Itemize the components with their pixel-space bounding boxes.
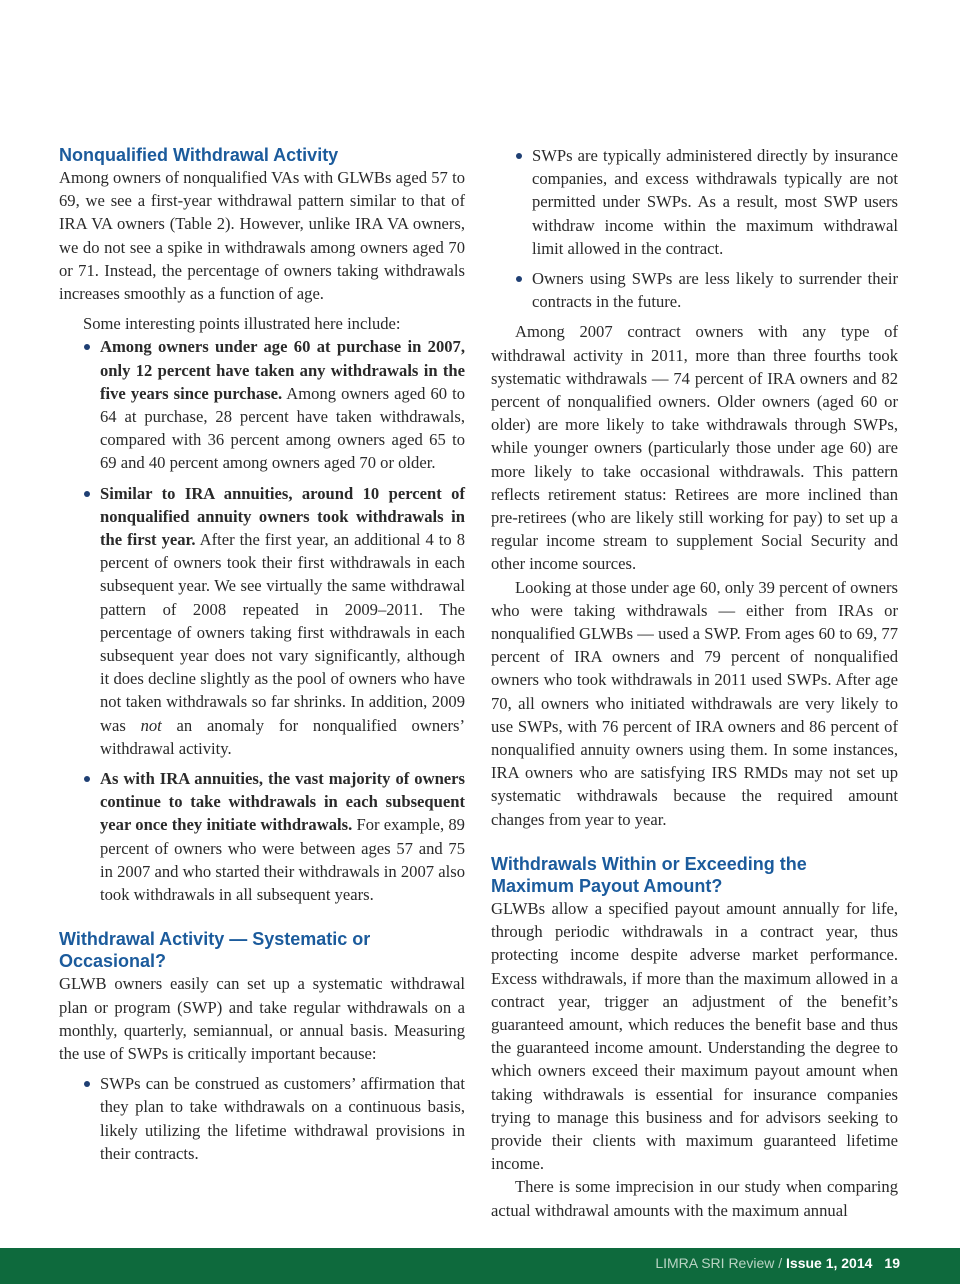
bullet-icon — [84, 491, 90, 497]
paragraph: GLWBs allow a specified payout amount annually for life, through periodic withdrawals in a contract year, thus protecting income despite adverse market performance. Excess withdrawals, if more than the maximum allowed in a contract year, trigger an adjustment of the benefit’s guaranteed amount, which reduces the benefit base and thus the guaranteed income amount. Understanding the degree to which owners exceed their maximum payout amount when taking withdrawals is essential for insurance companies trying to manage this business and for advisors seeking to provide their clients with maximum guaranteed lifetime income. — [491, 898, 898, 1174]
section-heading-systematic: Withdrawal Activity — Systematic or Occasional? — [59, 929, 371, 972]
publication-name: LIMRA SRI Review / — [655, 1255, 787, 1271]
bullet-text: After the first year, an additional 4 to 8 percent of owners took their first withdrawals in each subsequent year. We see virtually the same withdrawal pattern of 2008 repeated in 2009–2011. The percentage of owners taking first withdrawals in each subsequent year does not vary significantly, although it does decline slightly as the pool of owners who have not taken withdrawals so far shrinks. In addition, 2009 was — [100, 530, 465, 735]
bullet-icon — [84, 344, 90, 350]
bullet-lead: As with IRA annuities, the vast majority of owners continue to take withdrawals in each subsequent year once they initiate withdrawals. — [100, 769, 465, 835]
bullet-text: Among owners aged 60 to 64 at purchase, 28 percent have taken withdrawals, compared with 36 percent among owners aged 65 to 69 and 40 percent among owners aged 70 or older. — [100, 383, 466, 473]
bullet-item — [59, 482, 465, 760]
paragraph: Looking at those under age 60, only 39 percent of owners who were taking withdrawals — either from IRAs or nonqualified GLWBs — used a SWP. From ages 60 to 69, 77 percent of IRA owners and 79 percent of nonqualified owners who took withdrawals in 2011 used SWPs. After age 70, all owners who initiated withdrawals are very likely to use SWPs, with 76 percent of IRA owners and 86 percent of nonqualified annuity owners using them. In some instances, IRA owners who are satisfying IRS RMDs may not set up systematic withdrawals because the required amount changes from year to year. — [491, 577, 898, 829]
bullet-icon — [84, 1081, 90, 1087]
bullet-icon — [516, 276, 522, 282]
bullet-item — [59, 335, 465, 474]
section-heading-payout: Withdrawals Within or Exceeding the Maximum Payout Amount? — [491, 853, 807, 896]
bullet-lead: Among owners under age 60 at purchase in 2007, only 12 percent have taken any withdrawals in the five years since purchase. — [100, 337, 465, 403]
bullet-text: Owners using SWPs are less likely to surrender their contracts in the future. — [532, 269, 898, 312]
issue-label: Issue 1, 2014 — [786, 1255, 873, 1271]
section-heading-nonqualified: Nonqualified Withdrawal Activity — [59, 145, 339, 165]
bullet-item — [491, 267, 898, 313]
bullet-icon — [84, 776, 90, 782]
paragraph: Among owners of nonqualified VAs with GLWBs aged 57 to 69, we see a first-year withdrawal pattern similar to that of IRA VA owners (Table 2). However, unlike IRA VA owners, we do not see a spike in withdrawals among owners aged 70 or 71. Instead, the percentage of owners taking withdrawals increases smoothly as a function of age. — [59, 168, 465, 304]
bullet-text: SWPs can be construed as customers’ affirmation that they plan to take withdrawals on a continuous basis, likely utilizing the lifetime withdrawal provisions in their contracts. — [100, 1074, 465, 1163]
bullet-text: For example, 89 percent of owners who were between ages 57 and 75 in 2007 and who started their withdrawals in 2007 also took withdrawals in all subsequent years. — [100, 815, 465, 905]
paragraph: Some interesting points illustrated here include: — [83, 314, 401, 334]
page-number: 19 — [884, 1255, 900, 1271]
bullet-text: an anomaly for nonqualified owners’ withdrawal activity. — [100, 715, 465, 758]
left-column — [59, 144, 465, 1165]
bullet-item — [491, 144, 898, 260]
paragraph: There is some imprecision in our study when comparing actual withdrawal amounts with the maximum annual — [491, 1177, 898, 1220]
right-column — [491, 144, 898, 1222]
bullet-icon — [516, 153, 522, 159]
bullet-text: SWPs are typically administered directly by insurance companies, and excess withdrawals typically are not permitted under SWPs. As a result, most SWP users withdraw income within the maximum withdrawal limit allowed in the contract. — [532, 146, 898, 258]
page-footer — [0, 1248, 960, 1284]
paragraph: GLWB owners easily can set up a systematic withdrawal plan or program (SWP) and take regular withdrawals on a monthly, quarterly, semiannual, or annual basis. Measuring the use of SWPs is critically important because: — [59, 974, 465, 1063]
paragraph: Among 2007 contract owners with any type of withdrawal activity in 2011, more than three fourths took systematic withdrawals — 74 percent of IRA owners and 82 percent of nonqualified owners. Older owners (aged 60 or older) are more likely to take withdrawals through SWPs, while younger owners (particularly those under age 60) are more likely to take occasional withdrawals. This pattern reflects retirement status: Retirees are more inclined than pre-retirees (who are likely still working for pay) to set up a regular income stream to supplement Social Security and other income sources. — [491, 322, 898, 574]
bullet-item — [59, 767, 465, 906]
emphasis: not — [140, 715, 162, 735]
bullet-lead: Similar to IRA annuities, around 10 percent of nonqualified annuity owners took withdrawals in the first year. — [100, 483, 465, 550]
bullet-item — [59, 1072, 465, 1165]
